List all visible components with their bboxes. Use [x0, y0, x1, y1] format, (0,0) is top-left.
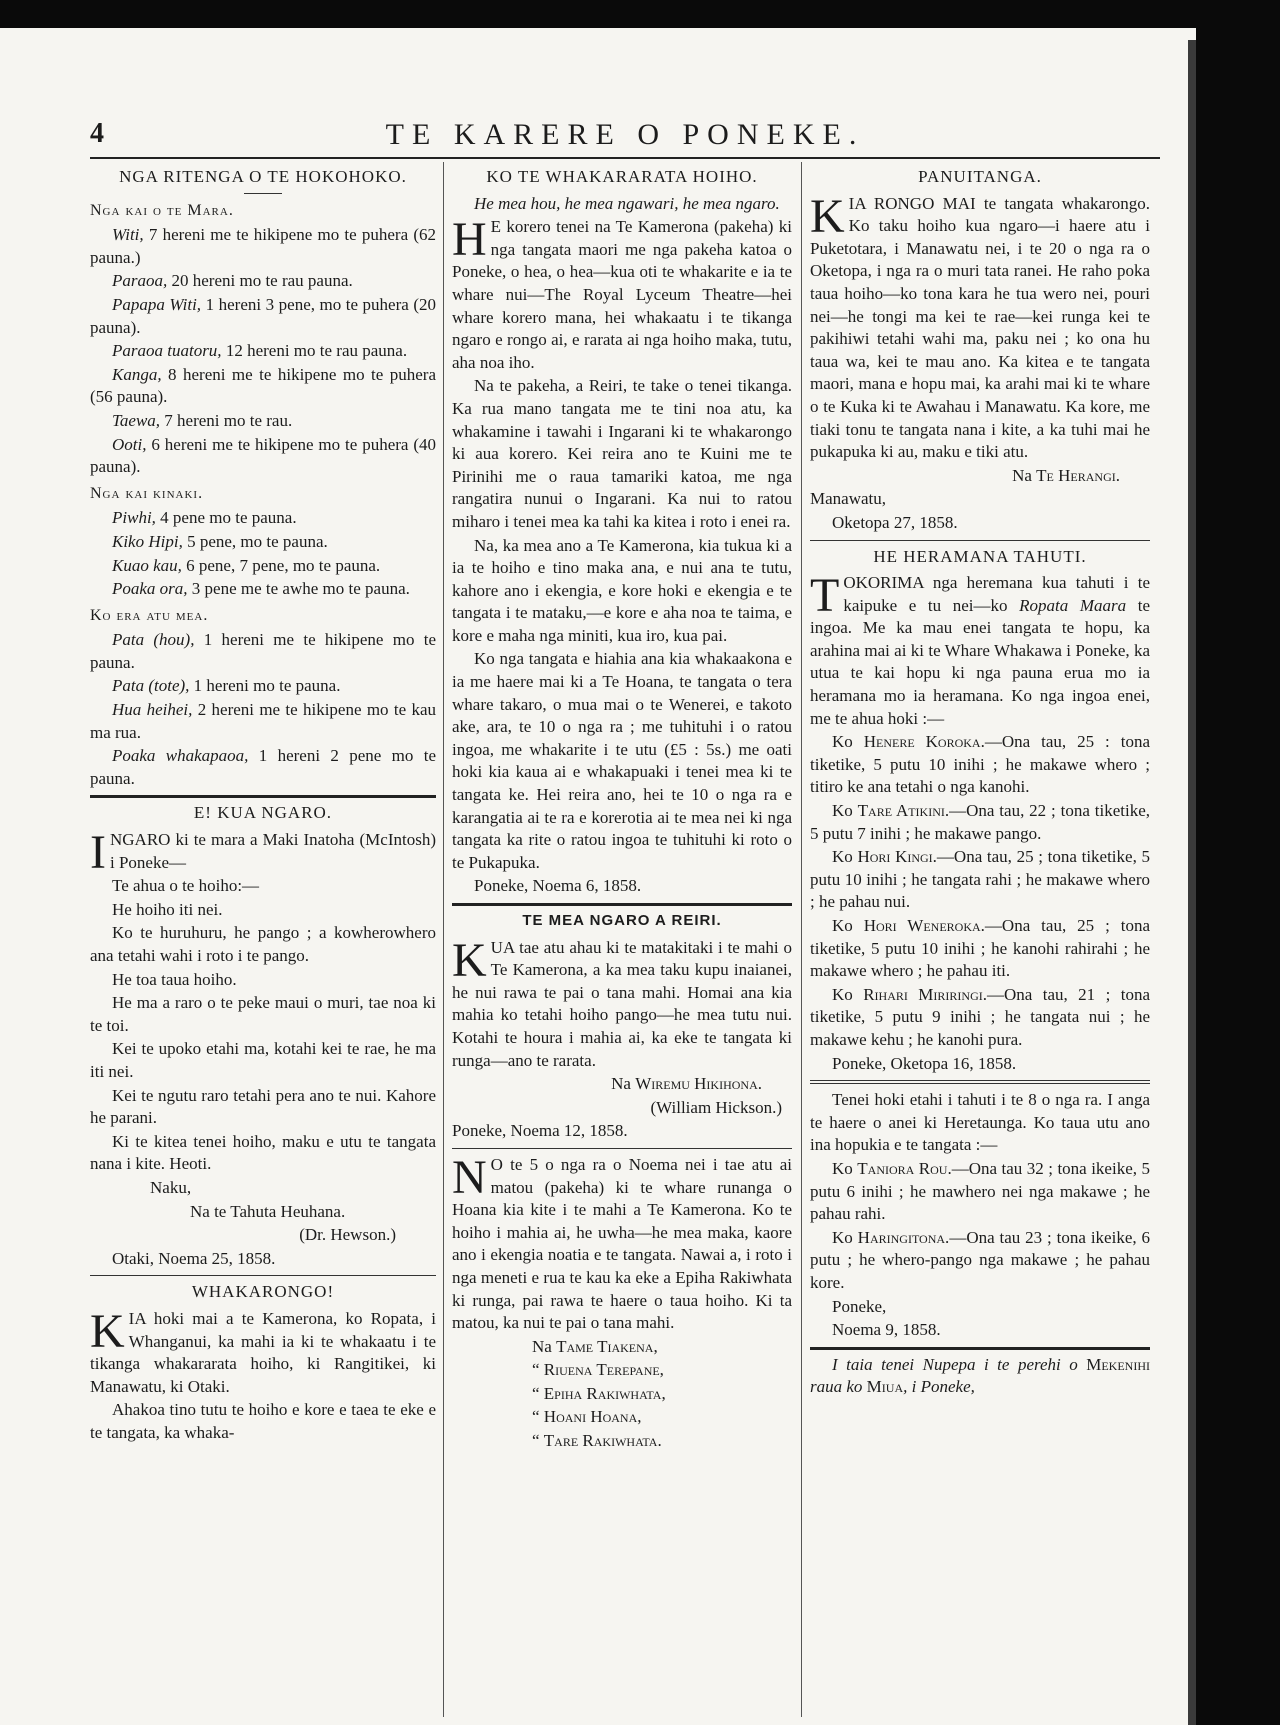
item-name: Poaka whakapaoa, — [112, 746, 249, 766]
page-right-edge — [1188, 40, 1196, 1725]
section-rule — [90, 795, 436, 798]
column-divider — [801, 162, 802, 1717]
item-price: 7 hereni mo te rau. — [164, 410, 293, 430]
item-name: Poaka ora, — [112, 579, 188, 599]
section-rule — [810, 1080, 1150, 1084]
signature-line — [532, 1430, 792, 1453]
paragraph: Na te pakeha, a Reiri, te take o tenei tikanga. Ka rua mano tangata me te tini noa atu, ka whakamine i tawahi i Ingarani ki te whakarongo ki aua korero. Kei reira ano te Kuini me te Pirinihi me o raua tamariki katoa, me nga rangatira nunui o Ingarani. Ka nui to ratou miharo i tenei mea ka tahi ka kitea i roto i enei ra. — [452, 376, 792, 531]
section-heading: Ko era atu mea. — [90, 606, 209, 624]
paragraph: Ko nga tangata e hiahia ana kia whakaakona e ia me haere mai ki a Te Hoana, te tangata o tera whare takaro, o mua mai o te Wenerei, e takoto ake, ara, te 10 o nga ra ; me tuhituhi i o ratou ingoa, me whakarite i te utu (£5 : 5s.) me oati hoki kia kaua ai e whakapuaki i tenei mea ki te tangata ke. Hei reira ano, hei te 10 o nga ra e karangatia ai te ra e korerotia ai te mea nei ki nga tangata ka rite o ratou ingoa te tuhituhi ki roto o te Pukapuka. — [452, 649, 792, 872]
signature-line — [532, 1359, 792, 1382]
column-3 — [810, 164, 1150, 1719]
item-name: Paraoa tuatoru, — [112, 341, 222, 361]
sailor-prefix: Ko — [832, 732, 864, 752]
sailor-name: Hori Kingi. — [857, 847, 937, 867]
price-item — [90, 555, 436, 578]
sailor-prefix: Ko — [832, 847, 858, 867]
signature-name: Riuena Terepane, — [543, 1360, 664, 1380]
price-item — [90, 507, 436, 530]
lost-horse-heading: E! KUA NGARO. — [193, 803, 333, 823]
notice-heading: PANUITANGA. — [918, 167, 1042, 186]
runaway-sailors-heading: HE HERAMANA TAHUTI. — [873, 546, 1087, 566]
listen-heading: WHAKARONGO! — [191, 1282, 335, 1302]
signature: Na Wiremu Hikihona. — [611, 1074, 762, 1094]
sailor-name: Henere Koroka. — [863, 732, 985, 752]
ditto-mark: “ — [532, 1383, 544, 1403]
horse-taming-subtitle: He mea hou, he mea ngawari, he mea ngaro. — [474, 193, 780, 213]
paragraph: Kei te upoko etahi ma, kotahi kei te rae, he ma iti nei. — [90, 1039, 436, 1081]
item-price: 12 hereni mo te rau pauna. — [225, 341, 408, 361]
column-divider — [443, 162, 444, 1717]
sailor-entry — [810, 1158, 1150, 1226]
signature: Naku, — [150, 1177, 192, 1197]
dateline-date: Oketopa 27, 1858. — [832, 512, 958, 532]
paragraph: Ko te huruhuru, he pango ; a kowherowhero ana tetahi wahi i roto i te pango. — [90, 923, 436, 965]
dateline: Poneke, Noema 6, 1858. — [474, 876, 642, 896]
price-item — [90, 410, 436, 433]
witness-signatures — [452, 1336, 792, 1453]
lost-horse-body — [90, 875, 436, 1176]
item-price: 8 hereni me te hikipene mo te puhera (56 pauna). — [90, 364, 436, 407]
signature-line — [532, 1406, 792, 1429]
price-item — [90, 434, 436, 479]
paragraph: He ma a raro o te peke maui o muri, tae noa ki te toi. — [90, 993, 436, 1035]
price-item — [90, 531, 436, 554]
sailor-name: Rihari Miriringi. — [863, 984, 987, 1004]
paragraph: Te ahua o te hoiho:— — [112, 876, 260, 896]
section-rule — [810, 540, 1150, 541]
item-price: 7 hereni me te hikipene mo te puhera (62 pauna.) — [90, 225, 436, 267]
signature-line — [532, 1336, 792, 1359]
item-price: 1 hereni mo te pauna. — [193, 676, 341, 696]
dateline-date: Noema 9, 1858. — [832, 1320, 941, 1340]
price-item — [90, 270, 436, 293]
dateline: Poneke, Noema 12, 1858. — [452, 1121, 628, 1141]
item-price: 6 hereni me te hikipene mo te puhera (40 pauna). — [90, 434, 436, 477]
dateline-place: Poneke, — [832, 1296, 887, 1316]
item-price: 2 hereni me te hikipene mo te kau ma rua. — [90, 700, 436, 742]
sailor-description: —Ona tau, 25 ; tona tiketike, 5 putu 10 inihi ; he kanohi rahirahi ; he makawe whero ; he pahau iti. — [810, 916, 1150, 981]
sailor-list — [810, 731, 1150, 1051]
page-number: 4 — [90, 118, 104, 149]
more-sailors-lead: Tenei hoki etahi i tahuti i te 8 o nga ra. I anga te haere o anei ki Heretaunga. Ko taua utu ano ina hopukia e te tangata :— — [810, 1090, 1150, 1155]
item-price: 1 hereni 3 pene, mo te puhera (20 pauna). — [90, 294, 436, 337]
signature-name: Tame Tiakena, — [556, 1336, 658, 1356]
signature-prefix: Na — [532, 1336, 557, 1356]
sailor-list — [810, 1158, 1150, 1295]
sailor-description: —Ona tau, 25 ; tona tiketike, 5 putu 10 inihi ; he tangata rahi ; he makawe whero ; he pahau nui. — [810, 847, 1150, 912]
item-price: 6 pene, 7 pene, mo te pauna. — [186, 555, 381, 575]
section-rule — [90, 1275, 436, 1276]
runaway-sailors-lead: TOKORIMA nga heremana kua tahuti i te kaipuke e tu nei—ko Ropata Maara te ingoa. Me ka mau enei tangata te hopu, ka arahina mai ai ki te Whare Whakawa i Poneke, ka utua te kai hopu ki nga pauna erua mo ia heramana mo ia heramana. Ko nga ingoa enei, me te ahua hoki :— — [810, 569, 1150, 728]
sailor-entry — [810, 800, 1150, 845]
sailor-entry — [810, 731, 1150, 799]
item-name: Kuao kau, — [112, 555, 182, 575]
sailor-entry — [810, 915, 1150, 983]
sailor-name: Tare Atikini. — [857, 801, 950, 821]
item-name: Papapa Witi, — [112, 294, 202, 314]
paragraph: Kei te ngutu raro tetahi pera ano te nui. Kahore he parani. — [90, 1085, 436, 1128]
dateline-place: Manawatu, — [810, 489, 887, 509]
sailor-prefix: Ko — [832, 1158, 858, 1178]
price-item — [90, 224, 436, 269]
item-name: Taewa, — [112, 410, 161, 430]
ditto-mark: “ — [532, 1431, 544, 1451]
price-list — [90, 224, 436, 479]
signature-name: Hoani Hoana, — [543, 1407, 642, 1427]
reiri-heading: TE MEA NGARO A REIRI. — [522, 912, 722, 929]
sailor-description: —Ona tau 23 ; tona ikeike, 6 putu ; he whero-pango nga makawe ; he pahau kore. — [810, 1227, 1150, 1292]
masthead-title: TE KARERE O PONEKE. — [385, 118, 865, 151]
price-list — [90, 507, 436, 600]
price-item — [90, 675, 436, 698]
sailor-description: —Ona tau, 22 ; tona tiketike, 5 putu 7 inihi ; he makawe pango. — [810, 801, 1150, 843]
section-rule — [810, 1347, 1150, 1350]
price-item — [90, 340, 436, 363]
sailor-description: —Ona tau, 25 : tona tiketike, 5 putu 10 inihi ; he makawe whero ; titiro ke ana tetahi o nga kanohi. — [810, 732, 1150, 797]
paragraph: He toa taua hoiho. — [112, 969, 237, 989]
item-name: Witi, — [112, 225, 144, 245]
price-item — [90, 578, 436, 601]
column-1 — [90, 164, 436, 1719]
sailor-description: —Ona tau, 21 ; tona tiketike, 5 putu 9 inihi ; he tangata nui ; he makawe kehu ; he kanohi pura. — [810, 984, 1150, 1049]
item-name: Paraoa, — [112, 271, 168, 291]
ditto-mark: “ — [532, 1360, 544, 1380]
item-price: 4 pene mo te pauna. — [160, 508, 297, 528]
item-name: Kanga, — [112, 364, 162, 384]
listen-lead: KIA hoki mai a te Kamerona, ko Ropata, i Whanganui, ka mahi ia ki te whakaatu i te tikanga whakararata hoiho, ki Rangitikei, ki Manawatu, ki Otaki. — [90, 1304, 436, 1396]
signature-line — [532, 1383, 792, 1406]
section-heading: Nga kai kinaki. — [90, 484, 204, 502]
horse-taming-lead: H E korero tenei na Te Kamerona (pakeha) ki nga tangata maori me nga pakeha katoa o Poneke, o hea, o hea—kua oti te whakarite e ia te whare nui—The Royal Lyceum Theatre—hei whare korero mana, hei whakaatu i te tikanga ngaro e rongo ai, e rarata ai nga hoiho maka, tutu, aha noa iho. — [452, 213, 792, 372]
price-item — [90, 629, 436, 674]
horse-taming-heading: KO TE WHAKARARATA HOIHO. — [486, 167, 758, 186]
sailor-description: —Ona tau 32 ; tona ikeike, 5 putu 6 inihi ; he mawhero nei nga makawe ; he pahau rahi. — [810, 1158, 1150, 1224]
signature-english: (William Hickson.) — [650, 1097, 782, 1117]
scan-top-border — [0, 0, 1280, 28]
section-rule — [452, 1148, 792, 1149]
sailor-prefix: Ko — [832, 801, 858, 821]
ditto-mark: “ — [532, 1407, 544, 1427]
price-item — [90, 745, 436, 790]
dateline: Poneke, Oketopa 16, 1858. — [832, 1053, 1017, 1073]
market-prices-heading: NGA RITENGA O TE HOKOHOKO. — [119, 167, 407, 186]
item-price: 3 pene me te awhe mo te pauna. — [191, 579, 410, 599]
sailor-entry — [810, 1227, 1150, 1295]
item-name: Piwhi, — [112, 508, 156, 528]
sailor-name: Haringitona. — [857, 1227, 950, 1247]
sailor-entry — [810, 984, 1150, 1052]
item-name: Kiko Hipi, — [112, 531, 183, 551]
section-heading: Nga kai o te Mara. — [90, 201, 234, 219]
section-rule — [452, 903, 792, 906]
signature-name: Tare Rakiwhata. — [543, 1431, 662, 1451]
imprint: I taia tenei Nupepa i te perehi o Mekenihi raua ko Miua, i Poneke, — [810, 1354, 1150, 1397]
scan-right-border — [1196, 28, 1280, 1725]
item-price: 1 hereni 2 pene mo te pauna. — [90, 746, 436, 788]
notice-lead: KIA RONGO MAI te tangata whakarongo. Ko taku hoiho kua ngaro—i haere atu i Puketotara, i Manawatu nei, i te 20 o nga ra o Oketopa, i nga ra o muri tata ranei. He raho poka taua hoiho—ko tona kara he tua wero nei, pouri nei—he tongi ma kei te rae—kei runga kei te pakihiwi tetahi wahi ma, paku nei ; ko ona hu taua wa, kei te mau ano. Ka kitea e te tangata maori, mana e hopu mai, ka arahi mai ki te whare o te Kuka ki te Awahau i Manawatu. Ka kore, me tiaki tonu te tangata nana i kite, a ka tuhi mai he pukapuka ki au, maku e tiki atu. — [810, 189, 1150, 462]
item-price: 1 hereni me te hikipene mo te pauna. — [90, 630, 436, 672]
item-name: Pata (tote), — [112, 676, 190, 696]
paragraph: Ki te kitea tenei hoiho, maku e utu te tangata nana i kite. Heoti. — [90, 1131, 436, 1174]
sailor-prefix: Ko — [832, 916, 864, 935]
price-item — [90, 699, 436, 744]
sailor-prefix: Ko — [832, 984, 864, 1004]
item-price: 5 pene, mo te pauna. — [187, 531, 328, 551]
witness-lead: N O te 5 o nga ra o Noema nei i tae atu ai matou (pakeha) ki te whare runanga o Hoana kia kite i te mahi a Te Kamerona. Ko te hoiho i mahia ai, he uwha—he mea maka, kaore ano i ekengia noatia e te tangata. Nawai a, i roto i nga meneti e rua te kau ka eke a Epiha Rakiwhata ki runga, pai rawa te haere o taua hoiho. Ki ta matou, ka nui te pai o tana mahi. — [452, 1150, 792, 1333]
item-price: 20 hereni mo te rau pauna. — [171, 271, 353, 291]
paragraph: Na, ka mea ano a Te Kamerona, kia tukua ki a ia te hoiho e tino maka ana, e nui ana te tutu, kahore ano i ekengia, e kore hoki e ekengia e te tangata i te mataku,—e kore e aha noa te taima, e kore e maha nga miniti, kua iro, kua pai. — [452, 535, 792, 645]
page-header — [90, 118, 1160, 152]
lost-horse-lead: INGARO ki te mara a Maki Inatoha (McIntosh) i Poneke— — [90, 826, 436, 880]
sailor-prefix: Ko — [832, 1227, 858, 1247]
signature-english: (Dr. Hewson.) — [299, 1225, 396, 1245]
header-rule — [90, 157, 1160, 159]
price-list — [90, 629, 436, 790]
reiri-lead: KUA tae atu ahau ki te matakitaki i te mahi o Te Kamerona, a ka mea taku kupu inaianei, he nui rawa te pai o tana mahi. Homai ana kia mahia ko tetahi hoiho pango—he mea tutu nui. Kotahi te houra i mahia ai, ka eke te tangata ki runga—ano te rarata. — [452, 933, 792, 1070]
column-2 — [452, 164, 792, 1719]
signature: Na te Tahuta Heuhana. — [190, 1201, 346, 1221]
item-name: Hua heihei, — [112, 700, 193, 720]
horse-taming-body — [452, 375, 792, 874]
sailor-name: Hori Weneroka. — [863, 916, 985, 935]
signature: Na Te Herangi. — [1012, 465, 1120, 485]
signature-name: Epiha Rakiwhata, — [543, 1383, 666, 1403]
paragraph: He hoiho iti nei. — [112, 899, 223, 919]
price-item — [90, 364, 436, 409]
listen-paragraph: Ahakoa tino tutu te hoiho e kore e taea te eke e te tangata, ka whaka- — [90, 1400, 436, 1442]
item-name: Ooti, — [112, 434, 147, 454]
item-name: Pata (hou), — [112, 630, 195, 650]
price-item — [90, 294, 436, 339]
dateline: Otaki, Noema 25, 1858. — [112, 1248, 276, 1268]
sailor-entry — [810, 846, 1150, 914]
sailor-name: Taniora Rou. — [857, 1158, 952, 1178]
short-rule — [244, 193, 282, 194]
